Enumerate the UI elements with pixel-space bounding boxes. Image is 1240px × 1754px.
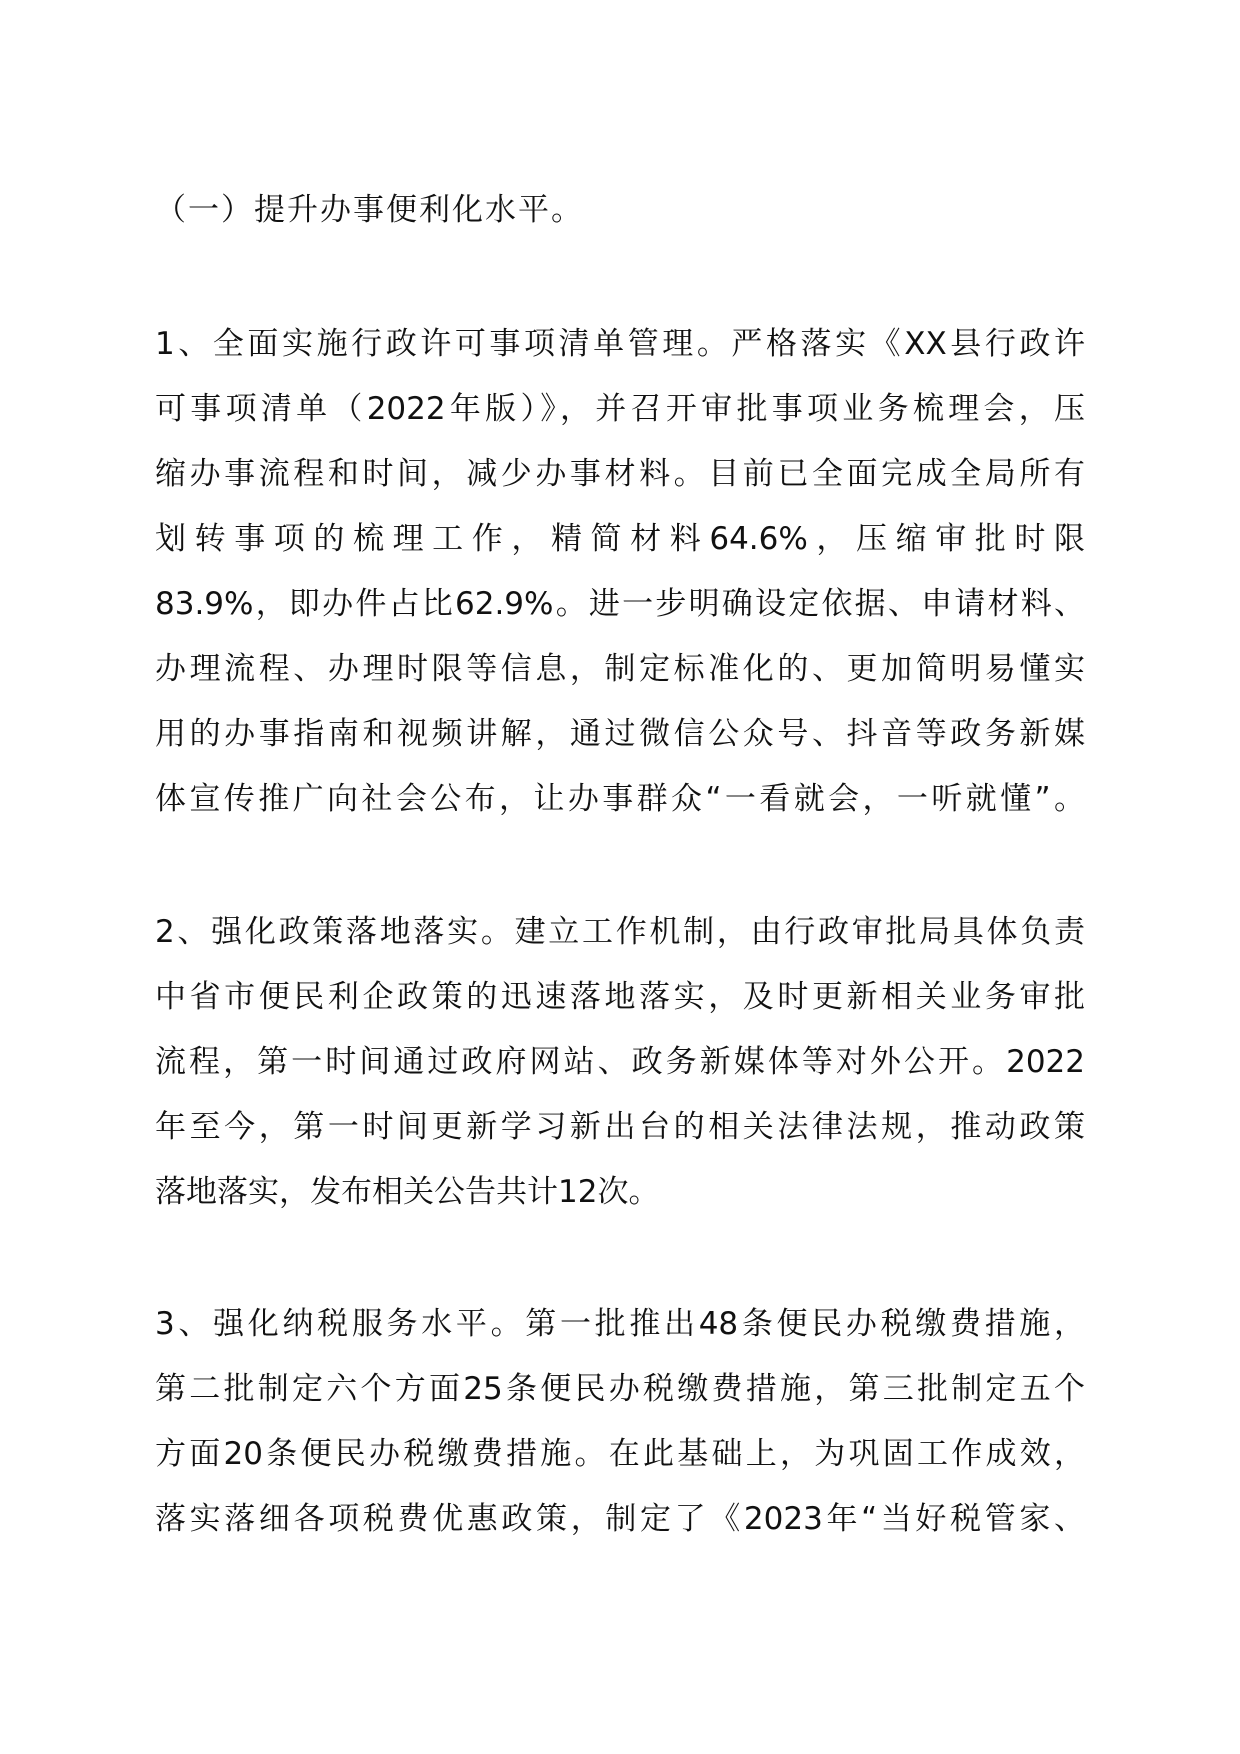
paragraph-line: 第二批制定六个方面25条便民办税缴费措施，第三批制定五个	[155, 1371, 1085, 1407]
paragraph-3	[155, 1292, 1085, 1552]
paragraph-line: 划转事项的梳理工作，精简材料64.6%，压缩审批时限	[155, 521, 1085, 557]
paragraph-line: 流程，第一时间通过政府网站、政务新媒体等对外公开。2022	[155, 1044, 1085, 1080]
paragraph-line: 用的办事指南和视频讲解，通过微信公众号、抖音等政务新媒	[155, 716, 1085, 752]
paragraph-line: 体宣传推广向社会公布，让办事群众“一看就会，一听就懂”。	[155, 781, 1085, 817]
paragraph-line: 2、强化政策落地落实。建立工作机制，由行政审批局具体负责	[155, 914, 1085, 950]
section-heading: （一）提升办事便利化水平。	[155, 192, 584, 228]
paragraph-line: 1、全面实施行政许可事项清单管理。严格落实《XX县行政许	[155, 326, 1085, 362]
paragraph-line: 落地落实，发布相关公告共计12次。	[155, 1174, 660, 1210]
paragraph-line: 中省市便民利企政策的迅速落地落实，及时更新相关业务审批	[155, 979, 1085, 1015]
paragraph-1	[155, 312, 1085, 832]
paragraph-2	[155, 900, 1085, 1225]
paragraph-line: 83.9%，即办件占比62.9%。进一步明确设定依据、申请材料、	[155, 586, 1085, 622]
paragraph-line: 办理流程、办理时限等信息，制定标准化的、更加简明易懂实	[155, 651, 1085, 687]
paragraph-line: 方面20条便民办税缴费措施。在此基础上，为巩固工作成效，	[155, 1436, 1085, 1472]
paragraph-line: 缩办事流程和时间，减少办事材料。目前已全面完成全局所有	[155, 456, 1085, 492]
paragraph-line: 落实落细各项税费优惠政策，制定了《2023年“当好税管家、	[155, 1501, 1085, 1537]
paragraph-line: 3、强化纳税服务水平。第一批推出48条便民办税缴费措施，	[155, 1306, 1085, 1342]
paragraph-line: 可事项清单（2022年版）》，并召开审批事项业务梳理会，压	[155, 391, 1085, 427]
paragraph-line: 年至今，第一时间更新学习新出台的相关法律法规，推动政策	[155, 1109, 1085, 1145]
